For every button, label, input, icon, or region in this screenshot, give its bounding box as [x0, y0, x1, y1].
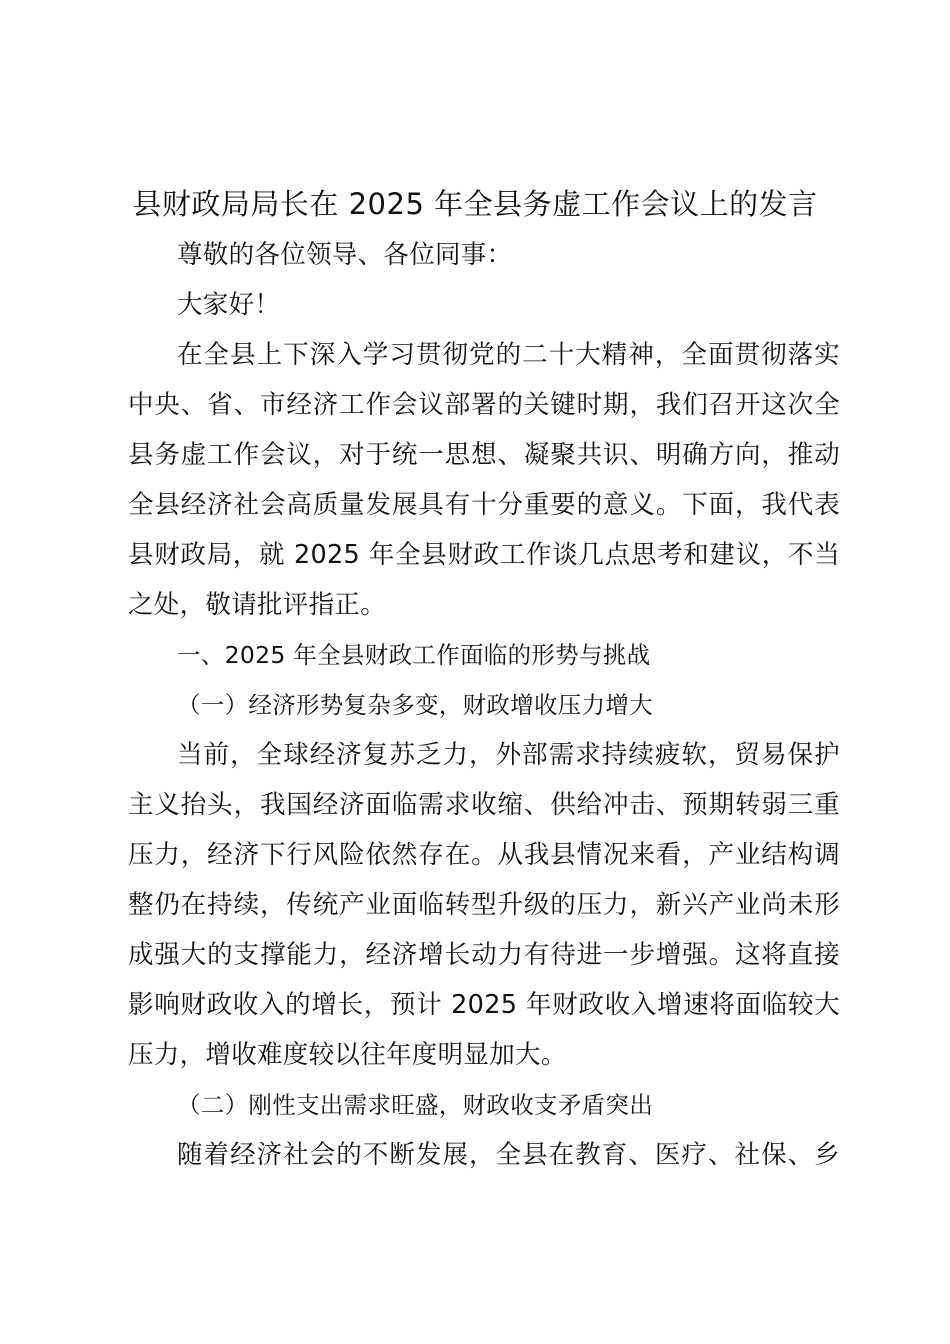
- body-line: 影响财政收入的增长，预计 2025 年财政收入增速将面临较大: [128, 990, 840, 1020]
- body-line: 当前，全球经济复苏乏力，外部需求持续疲软，贸易保护: [177, 740, 840, 770]
- subsection-heading: （二）刚性支出需求旺盛，财政收支矛盾突出: [177, 1091, 653, 1119]
- intro-line: 中央、省、市经济工作会议部署的关键时期，我们召开这次全: [128, 390, 840, 420]
- body-line: 压力，增收难度较以往年度明显加大。: [128, 1040, 567, 1070]
- greeting: 大家好！: [177, 290, 281, 320]
- body-line: 主义抬头，我国经济面临需求收缩、供给冲击、预期转弱三重: [128, 790, 840, 820]
- intro-line: 之处，敬请批评指正。: [128, 590, 387, 620]
- body-line: 整仍在持续，传统产业面临转型升级的压力，新兴产业尚未形: [128, 890, 840, 920]
- salutation: 尊敬的各位领导、各位同事：: [177, 240, 513, 270]
- body-line: 压力，经济下行风险依然存在。从我县情况来看，产业结构调: [128, 840, 840, 870]
- intro-line: 县务虚工作会议，对于统一思想、凝聚共识、明确方向，推动: [128, 440, 840, 470]
- intro-line: 全县经济社会高质量发展具有十分重要的意义。下面，我代表: [128, 490, 840, 520]
- intro-line: 县财政局，就 2025 年全县财政工作谈几点思考和建议，不当: [128, 540, 840, 570]
- document-title: 县财政局局长在 2025 年全县务虚工作会议上的发言: [132, 187, 818, 221]
- intro-line: 在全县上下深入学习贯彻党的二十大精神，全面贯彻落实: [177, 340, 840, 370]
- section-heading: 一、2025 年全县财政工作面临的形势与挑战: [177, 641, 651, 669]
- body-line: 成强大的支撑能力，经济增长动力有待进一步增强。这将直接: [128, 940, 840, 970]
- subsection-heading: （一）经济形势复杂多变，财政增收压力增大: [177, 691, 653, 719]
- body-line: 随着经济社会的不断发展，全县在教育、医疗、社保、乡: [177, 1140, 840, 1170]
